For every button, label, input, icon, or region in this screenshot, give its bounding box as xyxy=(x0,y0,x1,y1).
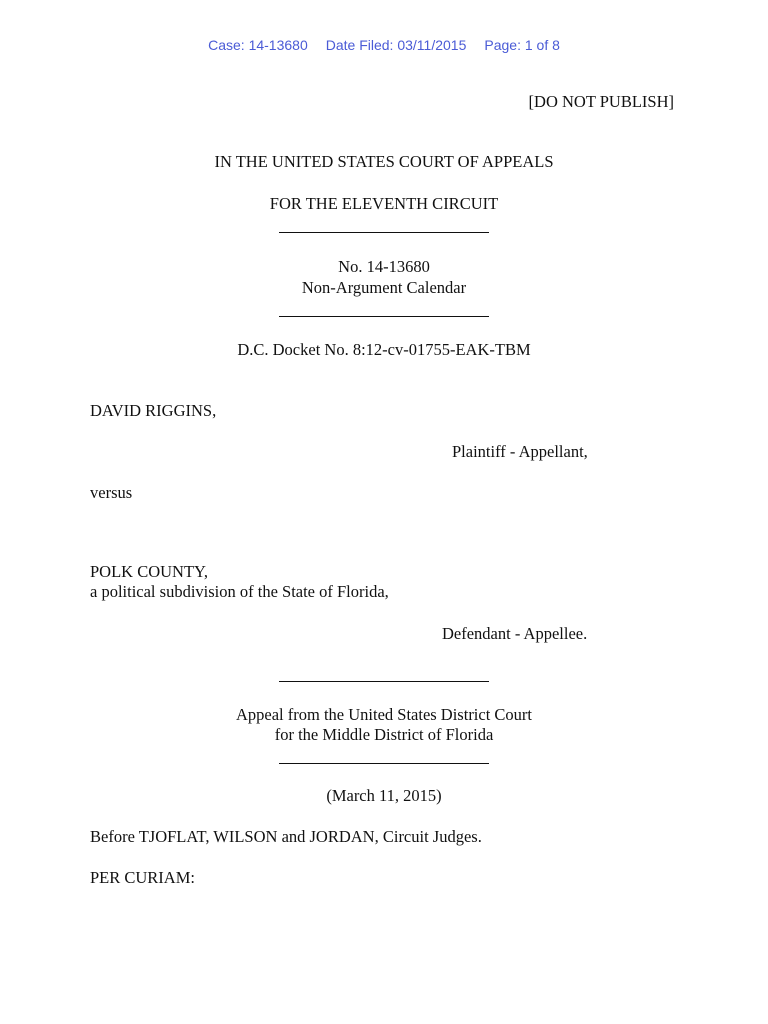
defendant-name: POLK COUNTY, xyxy=(90,562,208,581)
divider-rule xyxy=(279,316,489,317)
plaintiff-role: Plaintiff - Appellant, xyxy=(452,442,588,461)
appeal-line1: Appeal from the United States District Court xyxy=(235,705,533,724)
docket-number: D.C. Docket No. 8:12-cv-01755-EAK-TBM xyxy=(237,340,531,359)
decision-date: (March 11, 2015) xyxy=(326,786,442,805)
case-number-stamp: Case: 14-13680 xyxy=(208,37,308,53)
court-name-line1: IN THE UNITED STATES COURT OF APPEALS xyxy=(214,152,554,171)
filing-header xyxy=(0,37,768,53)
page-count-stamp: Page: 1 of 8 xyxy=(484,37,560,53)
versus-text: versus xyxy=(90,483,133,502)
per-curiam-heading: PER CURIAM: xyxy=(90,868,195,887)
plaintiff-name: DAVID RIGGINS, xyxy=(90,401,217,420)
case-number: No. 14-13680 xyxy=(338,257,430,276)
defendant-description: a political subdivision of the State of Florida, xyxy=(90,582,389,601)
appeal-line2: for the Middle District of Florida xyxy=(274,725,494,744)
divider-rule xyxy=(279,763,489,764)
divider-rule xyxy=(279,681,489,682)
publish-flag: [DO NOT PUBLISH] xyxy=(528,92,674,111)
defendant-role: Defendant - Appellee. xyxy=(442,624,588,643)
divider-rule xyxy=(279,232,489,233)
calendar-type: Non-Argument Calendar xyxy=(301,278,467,297)
judges-panel: Before TJOFLAT, WILSON and JORDAN, Circuit Judges. xyxy=(90,827,482,846)
date-filed-stamp: Date Filed: 03/11/2015 xyxy=(325,37,467,53)
court-name-line2: FOR THE ELEVENTH CIRCUIT xyxy=(269,194,499,213)
